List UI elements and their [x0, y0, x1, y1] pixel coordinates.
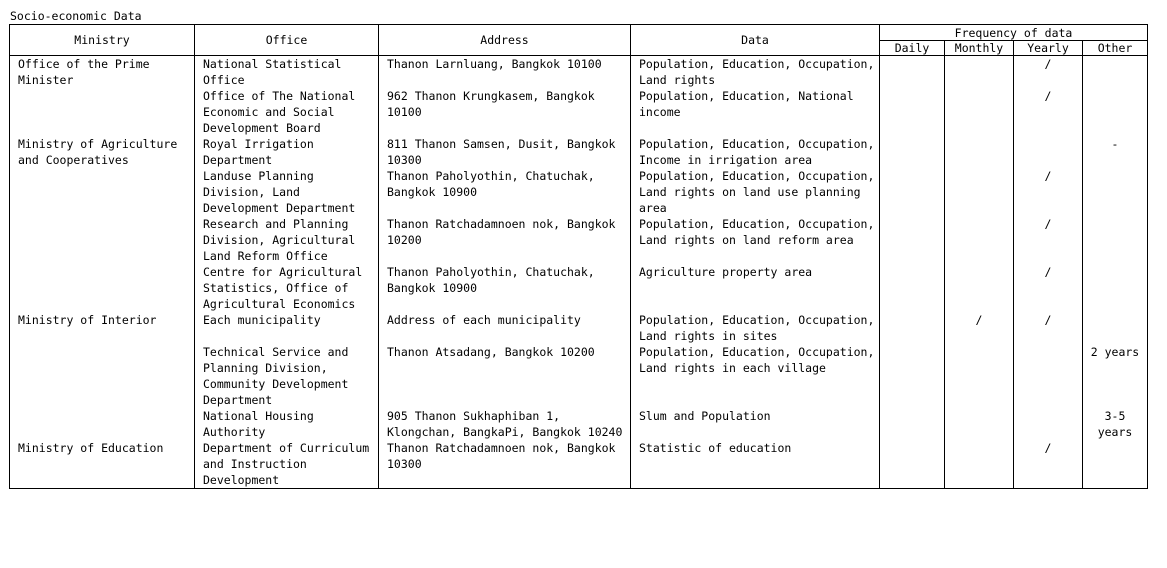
data-cell: Population, Education, Occupation, Land rights [631, 56, 880, 89]
office-cell: Each municipality [195, 312, 379, 344]
other-cell [1083, 440, 1148, 489]
monthly-cell [945, 440, 1014, 489]
yearly-cell [1014, 344, 1083, 408]
other-cell: 2 years [1083, 344, 1148, 408]
daily-cell [880, 312, 945, 344]
ministry-cell [10, 216, 195, 264]
daily-cell [880, 408, 945, 440]
office-cell: Centre for Agricultural Statistics, Office of Agricultural Economics [195, 264, 379, 312]
address-cell: Thanon Atsadang, Bangkok 10200 [379, 344, 631, 408]
table-row [10, 408, 1148, 440]
column-header-daily: Daily [880, 41, 945, 56]
ministry-cell [10, 408, 195, 440]
daily-cell [880, 216, 945, 264]
address-cell: Thanon Paholyothin, Chatuchak, Bangkok 10900 [379, 264, 631, 312]
monthly-cell [945, 88, 1014, 136]
monthly-cell [945, 408, 1014, 440]
other-cell [1083, 264, 1148, 312]
office-cell: Department of Curriculum and Instruction Development [195, 440, 379, 489]
address-cell: Thanon Larnluang, Bangkok 10100 [379, 56, 631, 89]
yearly-cell: / [1014, 88, 1083, 136]
ministry-cell [10, 344, 195, 408]
address-cell: Address of each municipality [379, 312, 631, 344]
data-cell: Population, Education, Occupation, Income in irrigation area [631, 136, 880, 168]
yearly-cell: / [1014, 216, 1083, 264]
address-cell: Thanon Ratchadamnoen nok, Bangkok 10300 [379, 440, 631, 489]
address-cell: 905 Thanon Sukhaphiban 1, Klongchan, BangkaPi, Bangkok 10240 [379, 408, 631, 440]
other-cell [1083, 312, 1148, 344]
socio-economic-data-table [9, 24, 1148, 489]
column-header-office: Office [195, 25, 379, 56]
yearly-cell [1014, 408, 1083, 440]
data-cell: Population, Education, Occupation, Land rights on land reform area [631, 216, 880, 264]
monthly-cell [945, 136, 1014, 168]
data-cell: Population, Education, Occupation, Land rights in sites [631, 312, 880, 344]
data-cell: Agriculture property area [631, 264, 880, 312]
data-cell: Slum and Population [631, 408, 880, 440]
daily-cell [880, 88, 945, 136]
office-cell: Office of The National Economic and Social Development Board [195, 88, 379, 136]
office-cell: Royal Irrigation Department [195, 136, 379, 168]
table-row [10, 344, 1148, 408]
data-cell: Statistic of education [631, 440, 880, 489]
office-cell: Technical Service and Planning Division, Community Development Department [195, 344, 379, 408]
ministry-cell [10, 88, 195, 136]
monthly-cell [945, 56, 1014, 89]
table-row [10, 312, 1148, 344]
table-row [10, 264, 1148, 312]
ministry-cell [10, 264, 195, 312]
ministry-cell: Ministry of Interior [10, 312, 195, 344]
ministry-cell: Ministry of Education [10, 440, 195, 489]
yearly-cell: / [1014, 440, 1083, 489]
column-header-address: Address [379, 25, 631, 56]
monthly-cell [945, 216, 1014, 264]
other-cell [1083, 216, 1148, 264]
ministry-cell: Office of the Prime Minister [10, 56, 195, 89]
office-cell: Research and Planning Division, Agricultural Land Reform Office [195, 216, 379, 264]
other-cell: 3-5 years [1083, 408, 1148, 440]
office-cell: Landuse Planning Division, Land Development Department [195, 168, 379, 216]
data-cell: Population, Education, Occupation, Land rights on land use planning area [631, 168, 880, 216]
table-row [10, 168, 1148, 216]
table-caption: Socio-economic Data [10, 9, 142, 23]
data-cell: Population, Education, Occupation, Land rights in each village [631, 344, 880, 408]
yearly-cell: / [1014, 168, 1083, 216]
table-row [10, 88, 1148, 136]
daily-cell [880, 264, 945, 312]
daily-cell [880, 168, 945, 216]
daily-cell [880, 440, 945, 489]
ministry-cell: Ministry of Agriculture and Cooperatives [10, 136, 195, 168]
office-cell: National Statistical Office [195, 56, 379, 89]
column-header-ministry: Ministry [10, 25, 195, 56]
yearly-cell: / [1014, 56, 1083, 89]
address-cell: Thanon Ratchadamnoen nok, Bangkok 10200 [379, 216, 631, 264]
other-cell [1083, 56, 1148, 89]
monthly-cell: / [945, 312, 1014, 344]
yearly-cell: / [1014, 264, 1083, 312]
table-body [10, 56, 1148, 489]
daily-cell [880, 56, 945, 89]
table-row [10, 216, 1148, 264]
other-cell [1083, 88, 1148, 136]
address-cell: 962 Thanon Krungkasem, Bangkok 10100 [379, 88, 631, 136]
ministry-cell [10, 168, 195, 216]
column-header-frequency: Frequency of data [880, 25, 1148, 41]
daily-cell [880, 344, 945, 408]
yearly-cell: / [1014, 312, 1083, 344]
address-cell: Thanon Paholyothin, Chatuchak, Bangkok 10900 [379, 168, 631, 216]
column-header-data: Data [631, 25, 880, 56]
table-row [10, 136, 1148, 168]
data-cell: Population, Education, National income [631, 88, 880, 136]
column-header-monthly: Monthly [945, 41, 1014, 56]
daily-cell [880, 136, 945, 168]
address-cell: 811 Thanon Samsen, Dusit, Bangkok 10300 [379, 136, 631, 168]
column-header-other: Other [1083, 41, 1148, 56]
monthly-cell [945, 264, 1014, 312]
monthly-cell [945, 168, 1014, 216]
table-row [10, 440, 1148, 489]
monthly-cell [945, 344, 1014, 408]
column-header-yearly: Yearly [1014, 41, 1083, 56]
other-cell [1083, 168, 1148, 216]
other-cell: - [1083, 136, 1148, 168]
office-cell: National Housing Authority [195, 408, 379, 440]
table-row [10, 56, 1148, 89]
yearly-cell [1014, 136, 1083, 168]
